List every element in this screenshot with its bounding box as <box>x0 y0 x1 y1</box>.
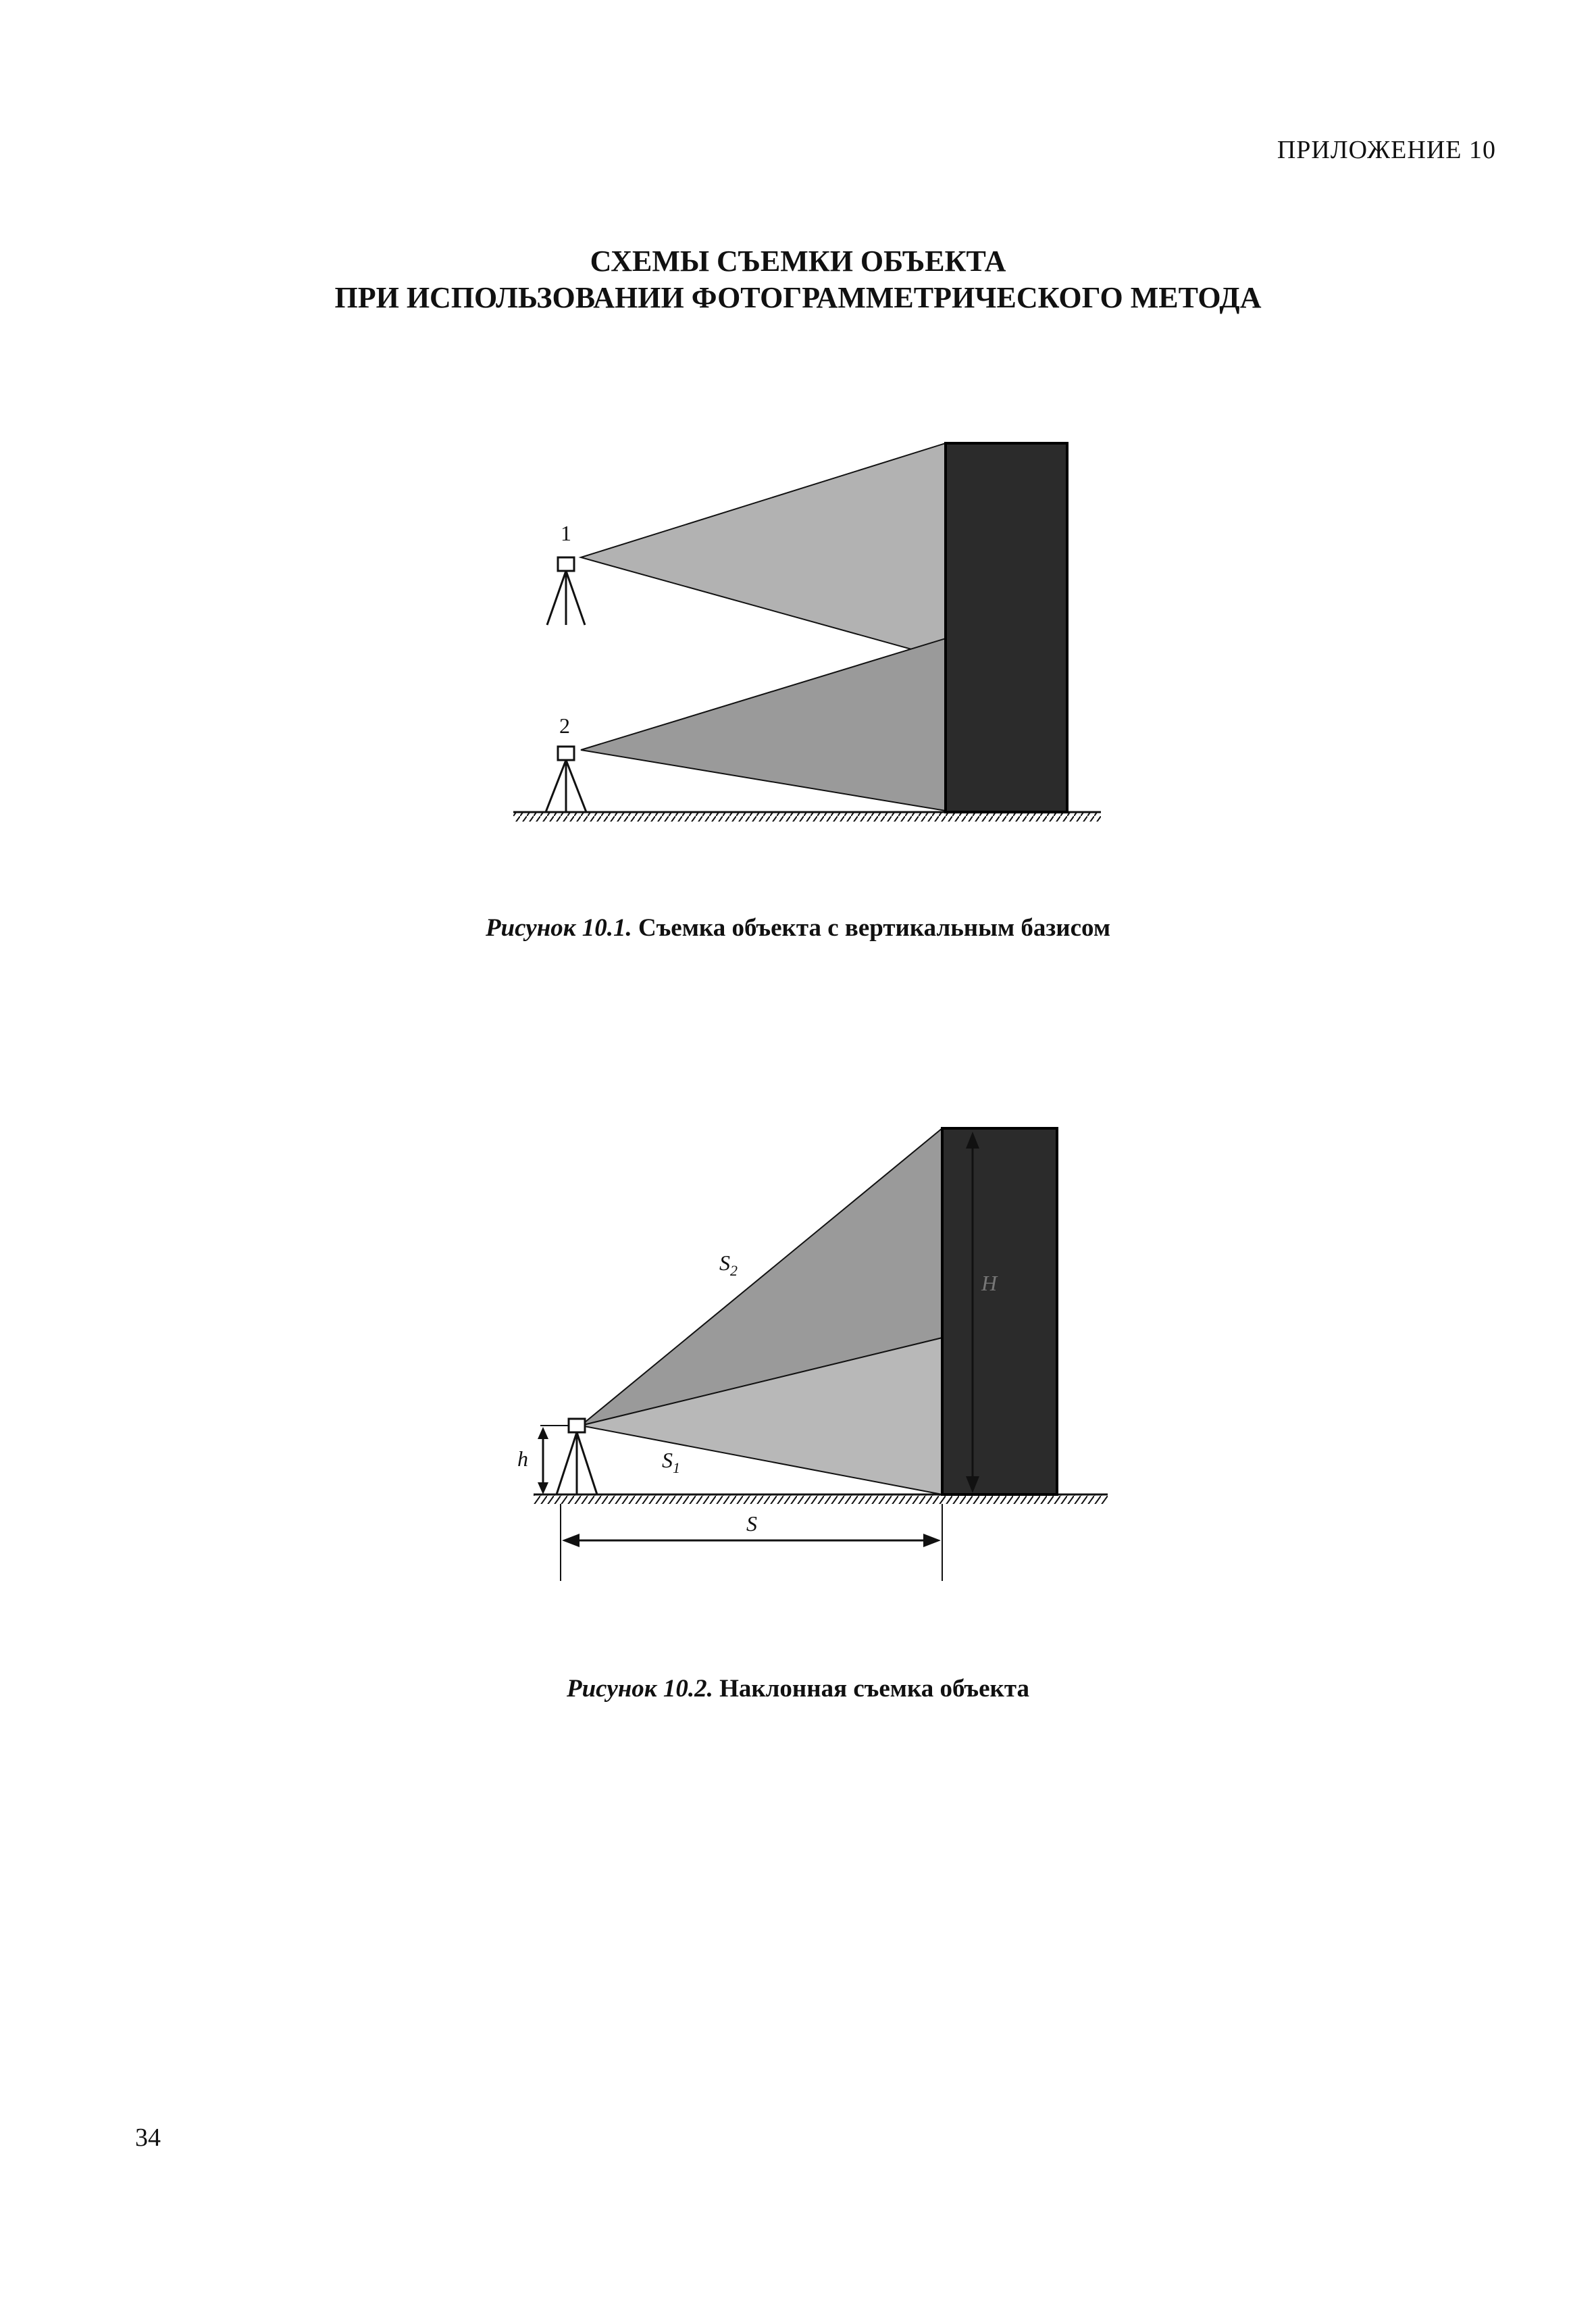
ground <box>513 812 1101 822</box>
label-s1: $S_1$ <box>662 1448 680 1476</box>
camera-station <box>557 1419 597 1494</box>
station-label-2: 2 <box>559 713 570 738</box>
page-title <box>0 243 1596 316</box>
figure-caption-2 <box>0 1674 1596 1703</box>
figure-caption-1 <box>0 913 1596 942</box>
view-cone-bottom <box>581 638 946 811</box>
figure-vertical-basis <box>493 419 1101 845</box>
label-height: H <box>981 1271 998 1295</box>
figure-caption-1-text: Съемка объекта с вертикальным базисом <box>638 914 1111 942</box>
ground <box>534 1494 1108 1504</box>
page-title-line-2: ПРИ ИСПОЛЬЗОВАНИИ ФОТОГРАММЕТРИЧЕСКОГО МЕТОДА <box>334 281 1262 314</box>
camera-station-2 <box>546 747 586 812</box>
appendix-label: ПРИЛОЖЕНИЕ 10 <box>1277 136 1496 164</box>
page-title-line-1: СХЕМЫ СЪЕМКИ ОБЪЕКТА <box>590 245 1006 278</box>
view-cone-top <box>581 443 946 659</box>
figure-caption-1-prefix: Рисунок 10.1. <box>485 914 632 942</box>
station-label-1: 1 <box>561 521 571 545</box>
figure-caption-2-prefix: Рисунок 10.2. <box>567 1675 713 1703</box>
label-s: S <box>746 1511 757 1536</box>
label-h: h <box>517 1447 528 1471</box>
figure-caption-2-text: Наклонная съемка объекта <box>719 1675 1029 1703</box>
camera-station-1 <box>547 557 585 625</box>
figure-oblique-shooting <box>513 1108 1108 1594</box>
building <box>946 443 1067 812</box>
camera-height-dimension <box>538 1426 569 1494</box>
building <box>942 1128 1057 1494</box>
page-number: 34 <box>135 2123 161 2152</box>
label-s2: $S_2$ <box>719 1251 738 1279</box>
